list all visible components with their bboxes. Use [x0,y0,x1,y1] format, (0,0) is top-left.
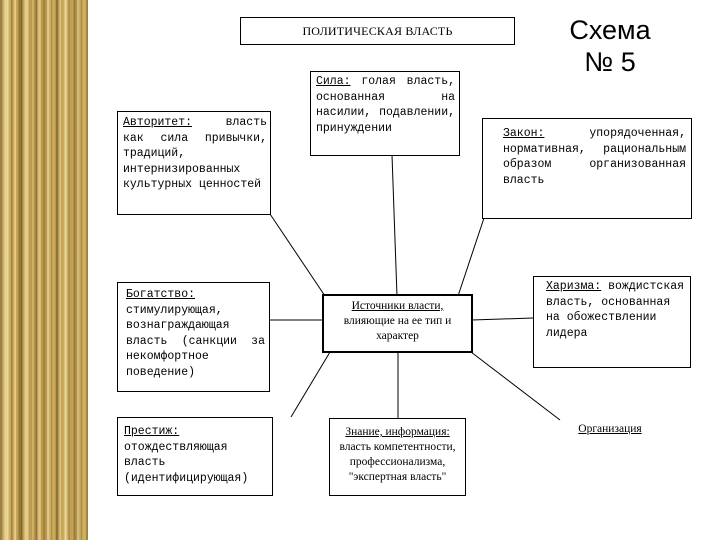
connector-avtoritet [270,214,325,296]
node-znanie-text: власть компетентности, профессионализма, "экспертная власть" [339,441,456,483]
scheme-label-text: Схема [569,15,651,45]
node-harizma [533,276,691,368]
node-sila-text: голая власть, основанная на насилии, подавлении, принуждении [316,75,455,135]
node-harizma-text: вождистская власть, основанная на обожествлении лидера [546,280,685,340]
scheme-label [555,14,665,82]
node-center [322,294,473,353]
center-line-2: влияющие на ее тип и [343,315,452,327]
diagram-title-text: ПОЛИТИЧЕСКАЯ ВЛАСТЬ [302,24,453,38]
node-avtoritet [117,111,271,215]
node-organizaciya-term: Организация [578,423,642,435]
node-zakon-term: Закон: [503,127,545,140]
center-line-3: характер [376,330,419,342]
node-zakon-text: упорядоченная, нормативная, рациональным образом организованная власть [503,127,686,187]
node-bogatstvo [117,282,270,392]
node-znanie [329,418,466,496]
node-bogatstvo-text: стимулирующая, вознаграждающая власть (санкции за некомфортное поведение) [126,303,265,379]
node-organizaciya [540,418,680,442]
connector-prestizh [291,352,330,417]
connector-zakon [458,218,484,296]
node-zakon [482,118,692,219]
scheme-number-text: № 5 [584,47,636,77]
node-prestizh-term: Престиж: [124,425,180,438]
node-avtoritet-text: власть как сила привычки, традиций, интернизированных культурных ценностей [123,116,267,191]
node-znanie-term: Знание, информация: [345,426,450,438]
connector-harizma [472,318,533,320]
node-prestizh-text: отождествляющая власть (идентифицирующая) [124,440,249,485]
diagram-title [240,17,515,45]
connector-sila [392,155,397,296]
node-sila-term: Сила: [316,75,351,88]
node-harizma-term: Харизма: [546,280,602,293]
center-line-1: Источники власти, [351,300,444,312]
node-avtoritet-term: Авторитет: [123,116,193,129]
node-prestizh [117,417,273,496]
node-bogatstvo-term: Богатство: [126,288,196,301]
node-sila [310,71,460,156]
